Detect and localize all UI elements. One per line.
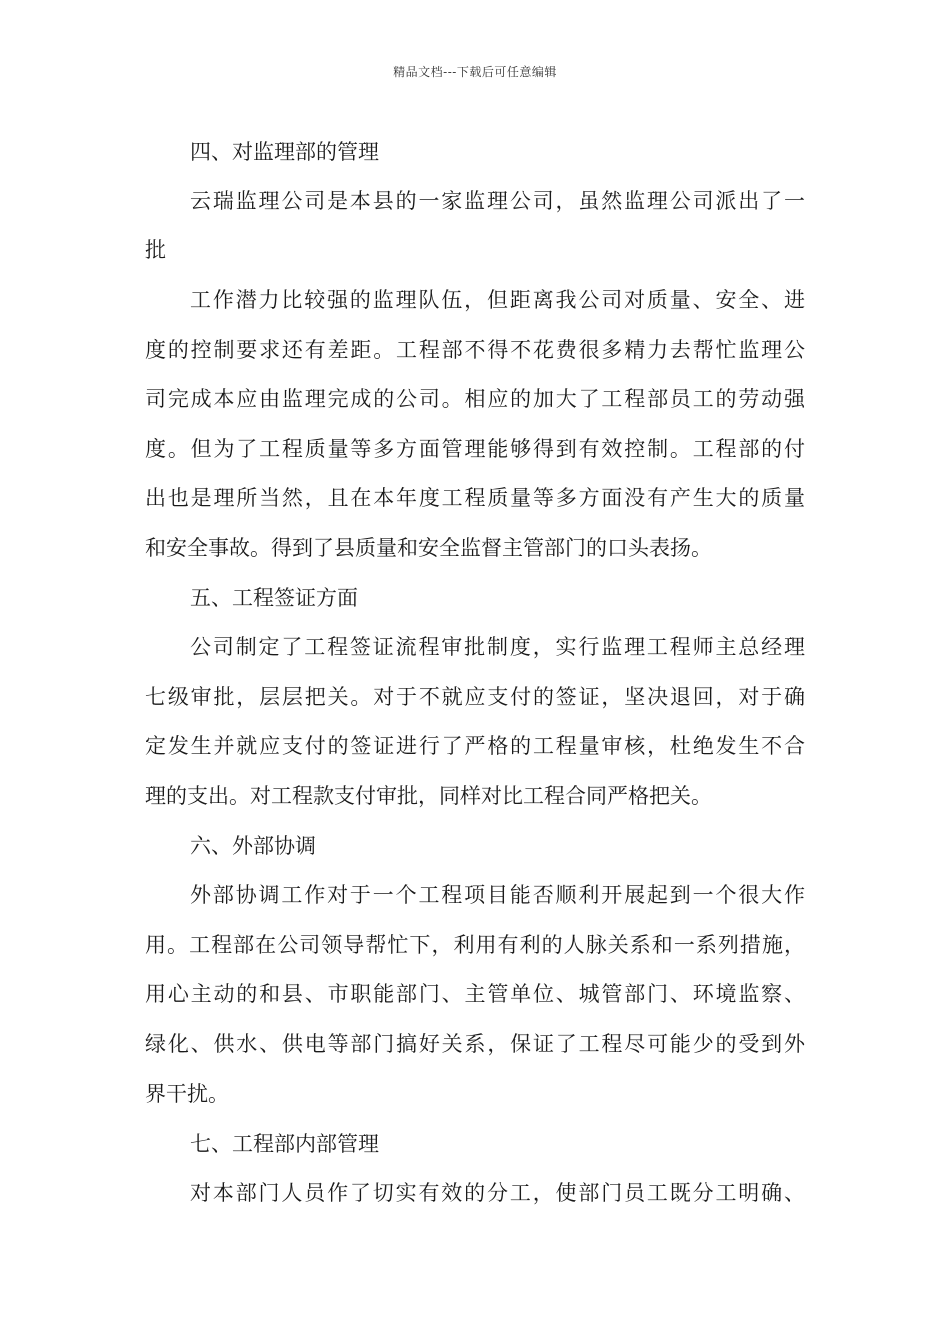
paragraph-line: 七级审批，层层把关。对于不就应支付的签证，坚决退回，对于确: [145, 685, 805, 709]
paragraph-line: 出也是理所当然，且在本年度工程质量等多方面没有产生大的质量: [145, 486, 805, 510]
paragraph-line: 绿化、供水、供电等部门搞好关系，保证了工程尽可能少的受到外: [145, 1032, 805, 1056]
paragraph-line: 用。工程部在公司领导帮忙下，利用有利的人脉关系和一系列措施，: [145, 933, 805, 957]
section-heading-6: 六、外部协调: [190, 834, 316, 858]
paragraph-line: 度的控制要求还有差距。工程部不得不花费很多精力去帮忙监理公: [145, 338, 805, 362]
paragraph-line: 对本部门人员作了切实有效的分工，使部门员工既分工明确、: [190, 1181, 805, 1205]
paragraph-line: 外部协调工作对于一个工程项目能否顺利开展起到一个很大作: [190, 883, 805, 907]
paragraph-line: 云瑞监理公司是本县的一家监理公司，虽然监理公司派出了一: [190, 189, 805, 213]
paragraph-line: 定发生并就应支付的签证进行了严格的工程量审核，杜绝发生不合: [145, 734, 805, 758]
paragraph-line: 和安全事故。得到了县质量和安全监督主管部门的口头表扬。: [145, 536, 712, 560]
paragraph-line: 界干扰。: [145, 1082, 229, 1106]
section-heading-7: 七、工程部内部管理: [190, 1132, 379, 1156]
paragraph-line: 公司制定了工程签证流程审批制度，实行监理工程师主总经理: [190, 635, 805, 659]
paragraph-line: 用心主动的和县、市职能部门、主管单位、城管部门、环境监察、: [145, 982, 805, 1006]
paragraph-line: 批: [145, 238, 166, 262]
paragraph-line: 工作潜力比较强的监理队伍，但距离我公司对质量、安全、进: [190, 288, 805, 312]
paragraph-line: 理的支出。对工程款支付审批，同样对比工程合同严格把关。: [145, 784, 712, 808]
page-header: 精品文档---下载后可任意编辑: [393, 65, 557, 79]
section-heading-5: 五、工程签证方面: [190, 586, 358, 610]
paragraph-line: 司完成本应由监理完成的公司。相应的加大了工程部员工的劳动强: [145, 387, 805, 411]
paragraph-line: 度。但为了工程质量等多方面管理能够得到有效控制。工程部的付: [145, 437, 805, 461]
section-heading-4: 四、对监理部的管理: [190, 140, 379, 164]
